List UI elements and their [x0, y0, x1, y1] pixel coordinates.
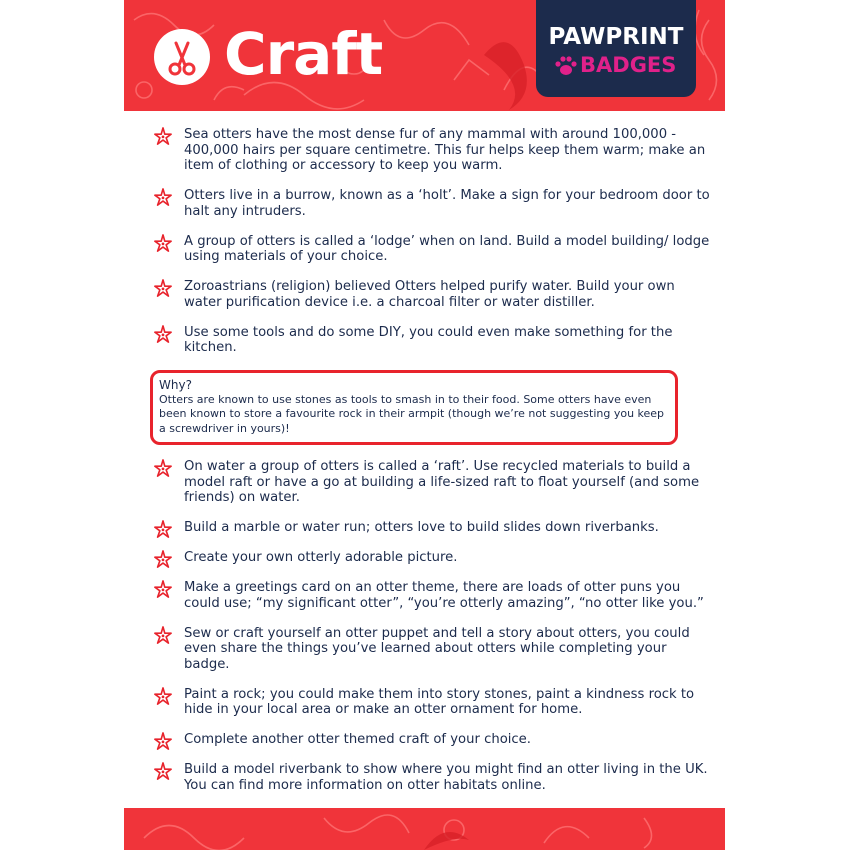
activity-list-top	[154, 127, 714, 356]
starfish-icon	[154, 626, 172, 644]
starfish-icon	[154, 325, 172, 343]
list-item	[154, 580, 714, 611]
list-item-text: Zoroastrians (religion) believed Otters helped purify water. Build your own water purification device i.e. a charcoal filter or water distiller.	[184, 279, 675, 310]
list-item-text: Paint a rock; you could make them into story stones, paint a kindness rock to hide in your local area or make an otter ornament for home.	[184, 686, 695, 717]
list-item	[154, 234, 714, 265]
brand-subtitle-text: BADGES	[580, 53, 677, 77]
starfish-icon	[154, 762, 172, 780]
starfish-icon	[154, 234, 172, 252]
list-item-text: Create your own otterly adorable picture.	[184, 550, 458, 565]
list-item	[154, 550, 714, 566]
header-banner	[124, 0, 725, 111]
list-item-text: A group of otters is called a ‘lodge’ when on land. Build a model building/ lodge using materials of your choice.	[184, 233, 710, 264]
why-callout	[150, 370, 678, 446]
list-item	[154, 687, 714, 718]
list-item-text: Complete another otter themed craft of your choice.	[184, 732, 531, 747]
list-item	[154, 626, 714, 673]
list-item	[154, 127, 714, 174]
starfish-icon	[154, 459, 172, 477]
page-title: Craft	[224, 20, 383, 88]
decorative-pattern	[124, 808, 725, 850]
starfish-icon	[154, 279, 172, 297]
list-item-text: Otters live in a burrow, known as a ‘holt’. Make a sign for your bedroom door to halt any intruders.	[184, 188, 710, 219]
footer-banner	[124, 808, 725, 850]
craft-sheet	[124, 0, 725, 850]
paw-icon	[554, 55, 578, 77]
activity-list-bottom	[154, 459, 714, 793]
activity-list	[154, 127, 714, 793]
starfish-icon	[154, 687, 172, 705]
list-item	[154, 520, 714, 536]
list-item	[154, 188, 714, 219]
starfish-icon	[154, 520, 172, 538]
list-item	[154, 732, 714, 748]
starfish-icon	[154, 580, 172, 598]
list-item-text: Sea otters have the most dense fur of any mammal with around 100,000 - 400,000 hairs per square centimetre. This fur helps keep them warm; make an item of clothing or accessory to keep you warm.	[184, 127, 706, 173]
list-item-text: Sew or craft yourself an otter puppet and tell a story about otters, you could even share the things you’ve learned about otters while completing your badge.	[184, 625, 690, 672]
list-item-text: Build a model riverbank to show where you might find an otter living in the UK. You can find more information on otter habitats online.	[184, 762, 708, 793]
list-item	[154, 762, 714, 793]
list-item	[154, 459, 714, 506]
list-item-text: On water a group of otters is called a ‘raft’. Use recycled materials to build a model raft or have a go at building a life-sized raft to float yourself (and some friends) on water.	[184, 459, 700, 505]
list-item	[154, 325, 714, 356]
list-item-text: Make a greetings card on an otter theme, there are loads of otter puns you could use; “my significant otter”, “you’re otterly amazing”, “no otter like you.”	[184, 580, 704, 611]
scissors-icon	[162, 37, 202, 77]
starfish-icon	[154, 188, 172, 206]
brand-badge	[536, 0, 696, 97]
why-body: Otters are known to use stones as tools to smash in to their food. Some otters have even been known to store a favourite rock in their armpit (though we’re not suggesting you keep a screwdriver in yours)!	[159, 392, 665, 435]
logo-circle	[154, 29, 210, 85]
starfish-icon	[154, 732, 172, 750]
list-item-text: Build a marble or water run; otters love to build slides down riverbanks.	[184, 520, 659, 535]
list-item-text: Use some tools and do some DIY, you could even make something for the kitchen.	[184, 324, 673, 355]
starfish-icon	[154, 550, 172, 568]
starfish-icon	[154, 127, 172, 145]
brand-subtitle	[554, 53, 684, 81]
list-item	[154, 279, 714, 310]
why-title: Why?	[159, 377, 192, 392]
brand-name: PAWPRINT	[548, 24, 684, 50]
